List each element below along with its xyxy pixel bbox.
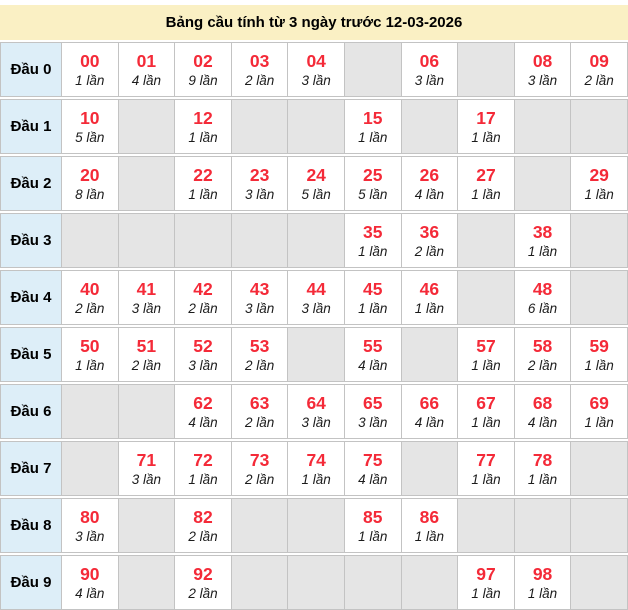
number-cell xyxy=(571,384,628,439)
number-cell xyxy=(288,384,345,439)
occurrence-count: 1 lần xyxy=(471,415,501,431)
occurrence-count: 3 lần xyxy=(358,415,388,431)
empty-cell xyxy=(62,384,119,439)
occurrence-count: 2 lần xyxy=(244,358,275,374)
lottery-number: 59 xyxy=(589,335,609,356)
lottery-number: 73 xyxy=(249,449,270,470)
lottery-number: 75 xyxy=(363,449,383,470)
empty-cell xyxy=(458,42,515,97)
number-cell xyxy=(119,270,176,325)
number-cell xyxy=(288,270,345,325)
occurrence-count: 1 lần xyxy=(188,130,218,146)
number-cell xyxy=(232,327,289,382)
empty-cell xyxy=(345,555,402,610)
number-cell xyxy=(232,270,289,325)
lottery-number: 00 xyxy=(80,50,100,71)
occurrence-count: 1 lần xyxy=(75,73,105,89)
occurrence-count: 2 lần xyxy=(244,73,275,89)
number-cell xyxy=(402,42,459,97)
lottery-number: 55 xyxy=(363,335,383,356)
number-cell xyxy=(571,327,628,382)
empty-cell xyxy=(119,99,176,154)
occurrence-count: 2 lần xyxy=(244,415,275,431)
number-cell xyxy=(402,156,459,211)
row-label: Đầu 7 xyxy=(0,441,62,496)
empty-cell xyxy=(402,441,459,496)
occurrence-count: 2 lần xyxy=(527,358,558,374)
occurrence-count: 4 lần xyxy=(414,187,444,203)
lottery-number: 27 xyxy=(476,164,496,185)
occurrence-count: 4 lần xyxy=(75,586,105,602)
lottery-number: 41 xyxy=(136,278,157,299)
empty-cell xyxy=(119,384,176,439)
number-cell xyxy=(62,327,119,382)
occurrence-count: 1 lần xyxy=(301,472,331,488)
empty-cell xyxy=(288,99,345,154)
occurrence-count: 3 lần xyxy=(244,301,275,317)
number-cell xyxy=(402,384,459,439)
lottery-number: 85 xyxy=(363,506,383,527)
occurrence-count: 1 lần xyxy=(358,244,388,260)
occurrence-count: 2 lần xyxy=(75,301,105,317)
lottery-number: 66 xyxy=(419,392,440,413)
lottery-number: 08 xyxy=(532,50,553,71)
occurrence-count: 8 lần xyxy=(75,187,105,203)
occurrence-count: 2 lần xyxy=(584,73,614,89)
occurrence-count: 3 lần xyxy=(414,73,444,89)
occurrence-count: 5 lần xyxy=(75,130,105,146)
lottery-number: 15 xyxy=(363,107,383,128)
lottery-number: 36 xyxy=(419,221,440,242)
empty-cell xyxy=(458,498,515,553)
empty-cell xyxy=(232,213,289,268)
occurrence-count: 2 lần xyxy=(188,301,218,317)
cau-table xyxy=(0,40,628,610)
occurrence-count: 2 lần xyxy=(188,586,218,602)
lottery-number: 65 xyxy=(363,392,383,413)
lottery-number: 45 xyxy=(363,278,383,299)
table-row xyxy=(0,498,628,553)
empty-cell xyxy=(402,555,459,610)
lottery-number: 38 xyxy=(532,221,553,242)
empty-cell xyxy=(402,327,459,382)
occurrence-count: 1 lần xyxy=(358,529,388,545)
lottery-number: 20 xyxy=(80,164,100,185)
empty-cell xyxy=(571,213,628,268)
table-row xyxy=(0,270,628,325)
empty-cell xyxy=(175,213,232,268)
lottery-number: 68 xyxy=(532,392,553,413)
occurrence-count: 4 lần xyxy=(131,73,162,89)
lottery-number: 44 xyxy=(306,278,326,299)
table-row xyxy=(0,156,628,211)
number-cell xyxy=(515,441,572,496)
number-cell xyxy=(175,384,232,439)
number-cell xyxy=(458,441,515,496)
empty-cell xyxy=(571,441,628,496)
number-cell xyxy=(345,213,402,268)
lottery-number: 62 xyxy=(193,392,213,413)
table-row xyxy=(0,99,628,154)
lottery-number: 29 xyxy=(589,164,609,185)
lottery-number: 09 xyxy=(589,50,609,71)
number-cell xyxy=(458,384,515,439)
number-cell xyxy=(345,441,402,496)
occurrence-count: 4 lần xyxy=(188,415,218,431)
lottery-number: 53 xyxy=(249,335,270,356)
occurrence-count: 1 lần xyxy=(584,187,614,203)
lottery-number: 67 xyxy=(476,392,496,413)
lottery-number: 42 xyxy=(193,278,213,299)
lottery-number: 78 xyxy=(532,449,553,470)
occurrence-count: 4 lần xyxy=(358,472,388,488)
lottery-number: 69 xyxy=(589,392,609,413)
number-cell xyxy=(232,441,289,496)
empty-cell xyxy=(571,555,628,610)
number-cell xyxy=(119,327,176,382)
number-cell xyxy=(288,42,345,97)
lottery-number: 43 xyxy=(249,278,270,299)
number-cell xyxy=(402,270,459,325)
lottery-number: 58 xyxy=(532,335,553,356)
occurrence-count: 3 lần xyxy=(244,187,275,203)
empty-cell xyxy=(232,555,289,610)
occurrence-count: 3 lần xyxy=(301,415,331,431)
number-cell xyxy=(232,156,289,211)
occurrence-count: 1 lần xyxy=(414,529,444,545)
empty-cell xyxy=(515,99,572,154)
occurrence-count: 1 lần xyxy=(471,358,501,374)
lottery-number: 51 xyxy=(136,335,157,356)
row-label: Đầu 6 xyxy=(0,384,62,439)
occurrence-count: 3 lần xyxy=(527,73,558,89)
lottery-number: 17 xyxy=(476,107,496,128)
number-cell xyxy=(62,42,119,97)
empty-cell xyxy=(515,156,572,211)
number-cell xyxy=(62,555,119,610)
number-cell xyxy=(345,327,402,382)
occurrence-count: 1 lần xyxy=(527,244,558,260)
number-cell xyxy=(571,42,628,97)
lottery-number: 23 xyxy=(249,164,270,185)
occurrence-count: 3 lần xyxy=(131,301,162,317)
table-row xyxy=(0,327,628,382)
lottery-number: 52 xyxy=(193,335,213,356)
lottery-number: 77 xyxy=(476,449,496,470)
number-cell xyxy=(288,156,345,211)
occurrence-count: 1 lần xyxy=(471,187,501,203)
occurrence-count: 3 lần xyxy=(301,301,331,317)
number-cell xyxy=(232,42,289,97)
number-cell xyxy=(175,441,232,496)
empty-cell xyxy=(232,99,289,154)
number-cell xyxy=(458,99,515,154)
occurrence-count: 1 lần xyxy=(358,130,388,146)
empty-cell xyxy=(288,213,345,268)
occurrence-count: 1 lần xyxy=(414,301,444,317)
empty-cell xyxy=(119,498,176,553)
occurrence-count: 1 lần xyxy=(75,358,105,374)
occurrence-count: 2 lần xyxy=(188,529,218,545)
lottery-number: 86 xyxy=(419,506,440,527)
occurrence-count: 1 lần xyxy=(584,415,614,431)
occurrence-count: 3 lần xyxy=(131,472,162,488)
empty-cell xyxy=(571,270,628,325)
occurrence-count: 1 lần xyxy=(471,472,501,488)
number-cell xyxy=(119,42,176,97)
lottery-number: 90 xyxy=(80,563,100,584)
row-label: Đầu 8 xyxy=(0,498,62,553)
lottery-number: 01 xyxy=(136,50,157,71)
occurrence-count: 2 lần xyxy=(131,358,162,374)
empty-cell xyxy=(571,498,628,553)
lottery-number: 40 xyxy=(80,278,100,299)
empty-cell xyxy=(515,498,572,553)
empty-cell xyxy=(62,213,119,268)
number-cell xyxy=(62,270,119,325)
number-cell xyxy=(288,441,345,496)
empty-cell xyxy=(232,498,289,553)
lottery-number: 26 xyxy=(419,164,440,185)
number-cell xyxy=(175,156,232,211)
occurrence-count: 1 lần xyxy=(188,187,218,203)
lottery-number: 72 xyxy=(193,449,213,470)
lottery-number: 71 xyxy=(136,449,157,470)
lottery-number: 03 xyxy=(249,50,270,71)
row-label: Đầu 0 xyxy=(0,42,62,97)
lottery-number: 06 xyxy=(419,50,440,71)
occurrence-count: 1 lần xyxy=(584,358,614,374)
occurrence-count: 1 lần xyxy=(471,130,501,146)
occurrence-count: 6 lần xyxy=(527,301,558,317)
row-label: Đầu 2 xyxy=(0,156,62,211)
number-cell xyxy=(62,99,119,154)
occurrence-count: 3 lần xyxy=(301,73,331,89)
lottery-number: 63 xyxy=(249,392,270,413)
number-cell xyxy=(458,555,515,610)
empty-cell xyxy=(62,441,119,496)
number-cell xyxy=(175,555,232,610)
lottery-number: 04 xyxy=(306,50,326,71)
number-cell xyxy=(515,213,572,268)
number-cell xyxy=(345,270,402,325)
number-cell xyxy=(62,498,119,553)
lottery-number: 35 xyxy=(363,221,383,242)
lottery-number: 97 xyxy=(476,563,496,584)
lottery-number: 46 xyxy=(419,278,440,299)
occurrence-count: 4 lần xyxy=(414,415,444,431)
row-label: Đầu 5 xyxy=(0,327,62,382)
occurrence-count: 9 lần xyxy=(188,73,218,89)
empty-cell xyxy=(571,99,628,154)
empty-cell xyxy=(458,270,515,325)
table-row xyxy=(0,441,628,496)
number-cell xyxy=(345,384,402,439)
number-cell xyxy=(62,156,119,211)
occurrence-count: 3 lần xyxy=(75,529,105,545)
occurrence-count: 4 lần xyxy=(527,415,558,431)
lottery-number: 25 xyxy=(363,164,383,185)
number-cell xyxy=(458,327,515,382)
occurrence-count: 4 lần xyxy=(358,358,388,374)
lottery-number: 92 xyxy=(193,563,213,584)
number-cell xyxy=(515,384,572,439)
number-cell xyxy=(571,156,628,211)
row-label: Đầu 9 xyxy=(0,555,62,610)
lottery-number: 64 xyxy=(306,392,326,413)
table-row xyxy=(0,42,628,97)
lottery-number: 50 xyxy=(80,335,100,356)
occurrence-count: 5 lần xyxy=(358,187,388,203)
number-cell xyxy=(458,156,515,211)
lottery-number: 02 xyxy=(193,50,213,71)
lottery-number: 12 xyxy=(193,107,213,128)
number-cell xyxy=(402,498,459,553)
lottery-number: 10 xyxy=(80,107,100,128)
number-cell xyxy=(515,42,572,97)
empty-cell xyxy=(402,99,459,154)
number-cell xyxy=(345,156,402,211)
occurrence-count: 1 lần xyxy=(527,586,558,602)
cau-table-body xyxy=(0,42,628,610)
number-cell xyxy=(345,498,402,553)
row-label: Đầu 3 xyxy=(0,213,62,268)
number-cell xyxy=(175,327,232,382)
empty-cell xyxy=(119,555,176,610)
table-row xyxy=(0,384,628,439)
empty-cell xyxy=(119,213,176,268)
number-cell xyxy=(119,441,176,496)
empty-cell xyxy=(119,156,176,211)
occurrence-count: 1 lần xyxy=(358,301,388,317)
lottery-number: 57 xyxy=(476,335,496,356)
occurrence-count: 2 lần xyxy=(414,244,444,260)
lottery-number: 82 xyxy=(193,506,213,527)
occurrence-count: 2 lần xyxy=(244,472,275,488)
lottery-number: 74 xyxy=(306,449,326,470)
empty-cell xyxy=(288,327,345,382)
number-cell xyxy=(175,99,232,154)
empty-cell xyxy=(345,42,402,97)
number-cell xyxy=(232,384,289,439)
occurrence-count: 5 lần xyxy=(301,187,331,203)
lottery-number: 98 xyxy=(532,563,553,584)
number-cell xyxy=(402,213,459,268)
number-cell xyxy=(175,42,232,97)
row-label: Đầu 4 xyxy=(0,270,62,325)
number-cell xyxy=(515,327,572,382)
occurrence-count: 3 lần xyxy=(188,358,218,374)
empty-cell xyxy=(458,213,515,268)
empty-cell xyxy=(288,555,345,610)
lottery-number: 24 xyxy=(306,164,326,185)
occurrence-count: 1 lần xyxy=(527,472,558,488)
lottery-number: 80 xyxy=(80,506,100,527)
occurrence-count: 1 lần xyxy=(188,472,218,488)
table-row xyxy=(0,555,628,610)
lottery-number: 22 xyxy=(193,164,213,185)
row-label: Đầu 1 xyxy=(0,99,62,154)
number-cell xyxy=(345,99,402,154)
occurrence-count: 1 lần xyxy=(471,586,501,602)
table-title: Bảng cầu tính từ 3 ngày trước 12-03-2026 xyxy=(0,5,628,40)
empty-cell xyxy=(288,498,345,553)
number-cell xyxy=(175,270,232,325)
number-cell xyxy=(175,498,232,553)
number-cell xyxy=(515,555,572,610)
table-row xyxy=(0,213,628,268)
lottery-number: 48 xyxy=(532,278,553,299)
number-cell xyxy=(515,270,572,325)
